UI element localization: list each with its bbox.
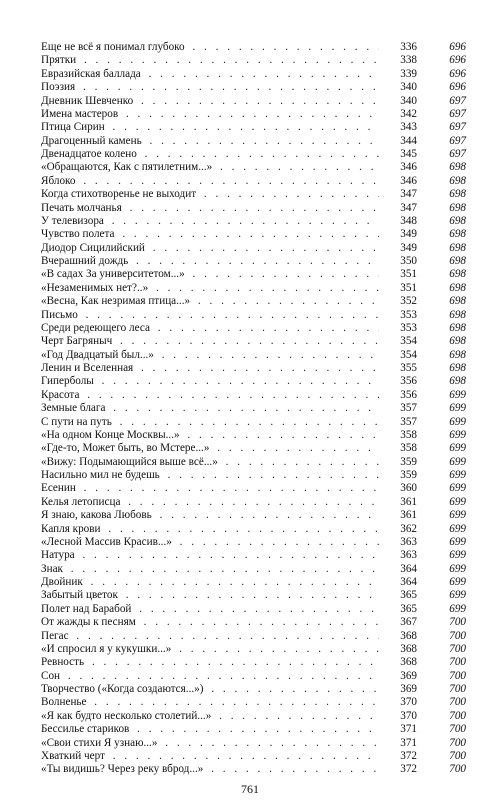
entry-commentary-page: 698 xyxy=(449,214,466,227)
entry-commentary-page: 699 xyxy=(449,442,466,455)
entry-page: 350 xyxy=(400,255,417,267)
entry-page: 364 xyxy=(400,576,417,588)
toc-entry xyxy=(41,335,466,348)
entry-page: 359 xyxy=(400,455,417,468)
entry-title-line xyxy=(41,416,379,429)
toc-entry xyxy=(41,175,466,188)
entry-title: Насильно мил не будешь xyxy=(41,469,160,481)
entry-page: 359 xyxy=(400,469,417,481)
entry-page: 354 xyxy=(400,348,417,361)
entry-commentary-page: 698 xyxy=(449,362,466,374)
entry-commentary-page: 700 xyxy=(449,629,466,642)
entry-title: Птица Сирин xyxy=(41,121,105,134)
entry-title-line xyxy=(41,161,379,174)
entry-title-line xyxy=(41,255,379,268)
entry-page: 371 xyxy=(400,723,417,736)
entry-page: 370 xyxy=(400,696,417,709)
entry-commentary-page: 699 xyxy=(449,562,466,575)
entry-commentary-page: 697 xyxy=(449,121,466,134)
entry-title-line xyxy=(41,148,379,161)
entry-page: 349 xyxy=(400,241,417,254)
entry-title-line xyxy=(41,536,379,549)
entry-title-line xyxy=(41,188,379,201)
toc-entry xyxy=(41,282,466,295)
entry-title-line xyxy=(41,630,379,643)
entry-commentary-page: 699 xyxy=(449,549,466,562)
toc-entry xyxy=(41,121,466,134)
toc-entry xyxy=(41,723,466,736)
entry-page: 344 xyxy=(400,134,417,147)
entry-page: 347 xyxy=(400,201,417,214)
entry-title-line xyxy=(41,643,379,656)
toc-entry xyxy=(41,416,466,429)
entry-title-line xyxy=(41,723,379,736)
toc-entry xyxy=(41,81,466,94)
entry-page: 336 xyxy=(400,41,417,53)
entry-title-line xyxy=(41,589,379,602)
entry-title: Натура xyxy=(41,549,75,562)
toc-entry xyxy=(41,54,466,67)
entry-title-line xyxy=(41,402,379,415)
entry-commentary-page: 696 xyxy=(449,81,466,94)
toc-entry xyxy=(41,616,466,629)
entry-title-line xyxy=(41,54,379,67)
entry-title: Черт Багряныч xyxy=(41,335,113,348)
toc-entry xyxy=(41,242,466,255)
entry-title-line xyxy=(41,121,379,134)
entry-title-line xyxy=(41,349,379,362)
toc-entry xyxy=(41,643,466,656)
toc-entry xyxy=(41,750,466,763)
entry-title: Бессилье стариков xyxy=(41,723,130,736)
toc-entry xyxy=(41,148,466,161)
entry-title: «Год Двадцатый был...» xyxy=(41,348,154,361)
entry-page: 343 xyxy=(400,121,417,134)
entry-title-line xyxy=(41,683,379,696)
entry-commentary-page: 699 xyxy=(449,482,466,495)
entry-commentary-page: 699 xyxy=(449,455,466,468)
toc-entry xyxy=(41,202,466,215)
entry-title: Диодор Сицилийский xyxy=(41,241,145,254)
entry-title-line xyxy=(41,482,379,495)
entry-commentary-page: 696 xyxy=(449,41,466,53)
entry-title: «Вижу: Подымающийся выше всё...» xyxy=(41,455,218,468)
toc-entry xyxy=(41,536,466,549)
toc-entry xyxy=(41,295,466,308)
entry-title-line xyxy=(41,670,379,683)
entry-title: Хваткий черт xyxy=(41,749,105,762)
entry-commentary-page: 700 xyxy=(449,696,466,709)
entry-title-line xyxy=(41,335,379,348)
toc-entry xyxy=(41,469,466,482)
entry-title-line xyxy=(41,656,379,669)
entry-title: Волненье xyxy=(41,696,87,709)
entry-page: 356 xyxy=(400,388,417,401)
toc-entry xyxy=(41,429,466,442)
entry-title-line xyxy=(41,202,379,215)
entry-commentary-page: 698 xyxy=(449,321,466,334)
entry-title-line xyxy=(41,549,379,562)
toc-entry xyxy=(41,549,466,562)
entry-page: 345 xyxy=(400,148,417,160)
entry-commentary-page: 698 xyxy=(449,348,466,361)
entry-commentary-page: 699 xyxy=(449,415,466,428)
entry-commentary-page: 696 xyxy=(449,67,466,80)
entry-title: Прятки xyxy=(41,54,77,67)
entry-commentary-page: 697 xyxy=(449,134,466,147)
entry-title-line xyxy=(41,362,379,375)
entry-title: Чувство полета xyxy=(41,228,115,241)
entry-page: 347 xyxy=(400,188,417,201)
entry-page: 353 xyxy=(400,321,417,334)
toc-entry xyxy=(41,215,466,228)
entry-page: 340 xyxy=(400,81,417,94)
entry-page: 367 xyxy=(400,616,417,629)
entry-commentary-page: 698 xyxy=(449,268,466,281)
entry-commentary-page: 698 xyxy=(449,161,466,174)
entry-page: 360 xyxy=(400,482,417,495)
toc-entry xyxy=(41,763,466,776)
entry-commentary-page: 696 xyxy=(449,54,466,67)
entry-title-line xyxy=(41,469,379,482)
toc-entry xyxy=(41,696,466,709)
entry-page: 353 xyxy=(400,308,417,321)
entry-title: «В садах За университетом...» xyxy=(41,268,185,281)
entry-page: 348 xyxy=(400,214,417,227)
entry-title: Ревность xyxy=(41,656,85,669)
entry-title-line xyxy=(41,563,379,576)
toc-entry xyxy=(41,710,466,723)
entry-title: Печать молчанья xyxy=(41,201,122,214)
entry-title: «Незаменимых нет?..» xyxy=(41,281,149,294)
entry-commentary-page: 698 xyxy=(449,295,466,308)
entry-title: С пути на путь xyxy=(41,415,112,428)
entry-title: Яблоко xyxy=(41,174,76,187)
toc-entry xyxy=(41,375,466,388)
entry-page: 357 xyxy=(400,402,417,415)
entry-title: Когда стихотворенье не выходит xyxy=(41,188,197,201)
entry-page: 361 xyxy=(400,509,417,522)
toc-entry xyxy=(41,482,466,495)
entry-commentary-page: 698 xyxy=(449,281,466,294)
toc-entry xyxy=(41,95,466,108)
entry-title: Имена мастеров xyxy=(41,107,119,120)
entry-title-line xyxy=(41,242,379,255)
entry-commentary-page: 700 xyxy=(449,616,466,629)
entry-commentary-page: 700 xyxy=(449,749,466,762)
entry-title-line xyxy=(41,696,379,709)
entry-page: 338 xyxy=(400,54,417,67)
toc-entry xyxy=(41,496,466,509)
entry-title: Вчерашний дождь xyxy=(41,255,129,267)
entry-title: Поэзия xyxy=(41,81,76,94)
entry-commentary-page: 700 xyxy=(449,683,466,695)
entry-commentary-page: 699 xyxy=(449,428,466,441)
entry-commentary-page: 700 xyxy=(449,736,466,749)
entry-title: «Весна, Как незримая птица...» xyxy=(41,295,191,308)
entry-title: У телевизора xyxy=(41,214,104,227)
entry-page: 370 xyxy=(400,709,417,722)
toc-entry xyxy=(41,362,466,375)
toc-entry xyxy=(41,630,466,643)
entry-page: 362 xyxy=(400,522,417,535)
toc-entry xyxy=(41,589,466,602)
entry-title: Знак xyxy=(41,562,63,575)
entry-page: 363 xyxy=(400,549,417,562)
entry-commentary-page: 698 xyxy=(449,201,466,214)
entry-page: 371 xyxy=(400,736,417,749)
entry-commentary-page: 699 xyxy=(449,509,466,522)
entry-title-line xyxy=(41,135,379,148)
entry-commentary-page: 698 xyxy=(449,174,466,187)
toc-entry xyxy=(41,41,466,54)
entry-commentary-page: 699 xyxy=(449,469,466,481)
entry-title: «Свои стихи Я узнаю...» xyxy=(41,736,158,749)
entry-title-line xyxy=(41,68,379,81)
entry-title: Дневник Шевченко xyxy=(41,94,134,107)
entry-page: 369 xyxy=(400,669,417,682)
entry-title: «На одном Конце Москвы...» xyxy=(41,428,180,441)
entry-commentary-page: 697 xyxy=(449,107,466,120)
entry-commentary-page: 700 xyxy=(449,669,466,682)
toc-entry xyxy=(41,188,466,201)
entry-page: 349 xyxy=(400,228,417,241)
toc-entry xyxy=(41,509,466,522)
entry-commentary-page: 699 xyxy=(449,535,466,548)
toc-entry xyxy=(41,576,466,589)
entry-page: 355 xyxy=(400,362,417,374)
entry-page: 358 xyxy=(400,442,417,455)
entry-page: 339 xyxy=(400,67,417,80)
entry-page: 372 xyxy=(400,749,417,762)
entry-title: Еще не всё я понимал глубоко xyxy=(41,41,185,53)
entry-title: Ленин и Вселенная xyxy=(41,362,134,374)
entry-commentary-page: 699 xyxy=(449,388,466,401)
entry-title-line xyxy=(41,295,379,308)
entry-title: Двенадцатое колено xyxy=(41,148,137,160)
entry-title-line xyxy=(41,603,379,616)
toc-entry xyxy=(41,442,466,455)
entry-commentary-page: 698 xyxy=(449,241,466,254)
entry-page: 364 xyxy=(400,562,417,575)
entry-title: «Я как будто несколько столетий...» xyxy=(41,709,212,722)
entry-commentary-page: 700 xyxy=(449,763,466,776)
entry-title: «Где-то, Может быть, во Мстере...» xyxy=(41,442,210,455)
entry-title-line xyxy=(41,523,379,536)
entry-title: Гиперболы xyxy=(41,375,94,388)
entry-title: От жажды к песням xyxy=(41,616,136,629)
entry-title: «И спросил я у кукушки...» xyxy=(41,642,172,655)
entry-commentary-page: 698 xyxy=(449,228,466,241)
entry-page: 368 xyxy=(400,642,417,655)
entry-title: Забытый цветок xyxy=(41,589,118,602)
entry-page: 361 xyxy=(400,495,417,508)
entry-page: 363 xyxy=(400,535,417,548)
entry-commentary-page: 700 xyxy=(449,709,466,722)
entry-title-line xyxy=(41,95,379,108)
entry-title-line xyxy=(41,496,379,509)
entry-title-line xyxy=(41,375,379,388)
entry-title: Красота xyxy=(41,388,80,401)
toc-entry xyxy=(41,68,466,81)
toc-entry xyxy=(41,255,466,268)
entry-title-line xyxy=(41,215,379,228)
toc-entry xyxy=(41,349,466,362)
toc-entry xyxy=(41,683,466,696)
entry-title-line xyxy=(41,41,379,54)
entry-page: 346 xyxy=(400,161,417,174)
entry-title-line xyxy=(41,108,379,121)
entry-page: 358 xyxy=(400,428,417,441)
toc-entry xyxy=(41,603,466,616)
entry-commentary-page: 699 xyxy=(449,522,466,535)
entry-title: Полет над Барабой xyxy=(41,602,132,615)
entry-commentary-page: 698 xyxy=(449,375,466,388)
entry-commentary-page: 699 xyxy=(449,402,466,415)
toc-entry xyxy=(41,456,466,469)
entry-title: Земные блага xyxy=(41,402,106,415)
entry-commentary-page: 700 xyxy=(449,656,466,669)
toc-entry xyxy=(41,228,466,241)
entry-page: 369 xyxy=(400,683,417,695)
toc-entry xyxy=(41,563,466,576)
entry-commentary-page: 699 xyxy=(449,576,466,588)
entry-title-line xyxy=(41,456,379,469)
entry-title-line xyxy=(41,710,379,723)
entry-title: Двойник xyxy=(41,576,83,588)
entry-title-line xyxy=(41,616,379,629)
entry-page: 368 xyxy=(400,629,417,642)
entry-title: «Обращаются, Как с пятилетним...» xyxy=(41,161,213,174)
table-of-contents xyxy=(41,41,466,777)
entry-title: Пегас xyxy=(41,629,69,642)
entry-commentary-page: 700 xyxy=(449,642,466,655)
entry-title: Келья летописца xyxy=(41,495,121,508)
toc-entry xyxy=(41,309,466,322)
toc-entry xyxy=(41,656,466,669)
entry-title: Творчество («Когда создаются...») xyxy=(41,683,204,695)
entry-title: Среди редеющего леса xyxy=(41,321,150,334)
entry-page: 352 xyxy=(400,295,417,308)
entry-title: «Ты видишь? Через реку вброд...» xyxy=(41,763,204,776)
entry-page: 351 xyxy=(400,281,417,294)
entry-page: 342 xyxy=(400,107,417,120)
toc-entry xyxy=(41,161,466,174)
entry-page: 368 xyxy=(400,656,417,669)
entry-title-line xyxy=(41,389,379,402)
entry-title-line xyxy=(41,175,379,188)
toc-entry xyxy=(41,737,466,750)
entry-commentary-page: 700 xyxy=(449,723,466,736)
entry-title-line xyxy=(41,737,379,750)
entry-commentary-page: 697 xyxy=(449,148,466,160)
entry-title-line xyxy=(41,442,379,455)
entry-commentary-page: 699 xyxy=(449,495,466,508)
entry-page: 351 xyxy=(400,268,417,281)
entry-title: Капля крови xyxy=(41,522,101,535)
entry-page: 372 xyxy=(400,763,417,776)
entry-title-line xyxy=(41,576,379,589)
entry-page: 365 xyxy=(400,589,417,602)
entry-title-line xyxy=(41,81,379,94)
entry-commentary-page: 698 xyxy=(449,255,466,267)
toc-entry xyxy=(41,670,466,683)
entry-title-line xyxy=(41,763,379,776)
entry-commentary-page: 698 xyxy=(449,308,466,321)
entry-title-line xyxy=(41,322,379,335)
entry-title-line xyxy=(41,509,379,522)
entry-page: 346 xyxy=(400,174,417,187)
entry-title-line xyxy=(41,309,379,322)
entry-commentary-page: 697 xyxy=(449,94,466,107)
entry-title: Евразийская баллада xyxy=(41,67,141,80)
toc-entry xyxy=(41,268,466,281)
entry-title: Письмо xyxy=(41,308,78,321)
entry-commentary-page: 699 xyxy=(449,602,466,615)
entry-title: Я знаю, какова Любовь xyxy=(41,509,152,522)
entry-title-line xyxy=(41,429,379,442)
entry-title: Сон xyxy=(41,669,61,682)
toc-entry xyxy=(41,135,466,148)
page-number: 761 xyxy=(241,782,259,796)
entry-title: Драгоценный камень xyxy=(41,134,142,147)
toc-entry xyxy=(41,523,466,536)
entry-commentary-page: 698 xyxy=(449,335,466,348)
toc-entry xyxy=(41,108,466,121)
entry-commentary-page: 698 xyxy=(449,188,466,201)
entry-title: «Лесной Массив Красив...» xyxy=(41,535,172,548)
entry-title-line xyxy=(41,282,379,295)
entry-title-line xyxy=(41,228,379,241)
toc-entry xyxy=(41,402,466,415)
entry-page: 365 xyxy=(400,602,417,615)
entry-page: 357 xyxy=(400,415,417,428)
toc-entry xyxy=(41,389,466,402)
toc-entry xyxy=(41,322,466,335)
entry-commentary-page: 699 xyxy=(449,589,466,602)
entry-title: Есенин xyxy=(41,482,76,495)
entry-page: 340 xyxy=(400,94,417,107)
entry-title-line xyxy=(41,268,379,281)
entry-page: 354 xyxy=(400,335,417,348)
entry-title-line xyxy=(41,750,379,763)
entry-page: 356 xyxy=(400,375,417,388)
